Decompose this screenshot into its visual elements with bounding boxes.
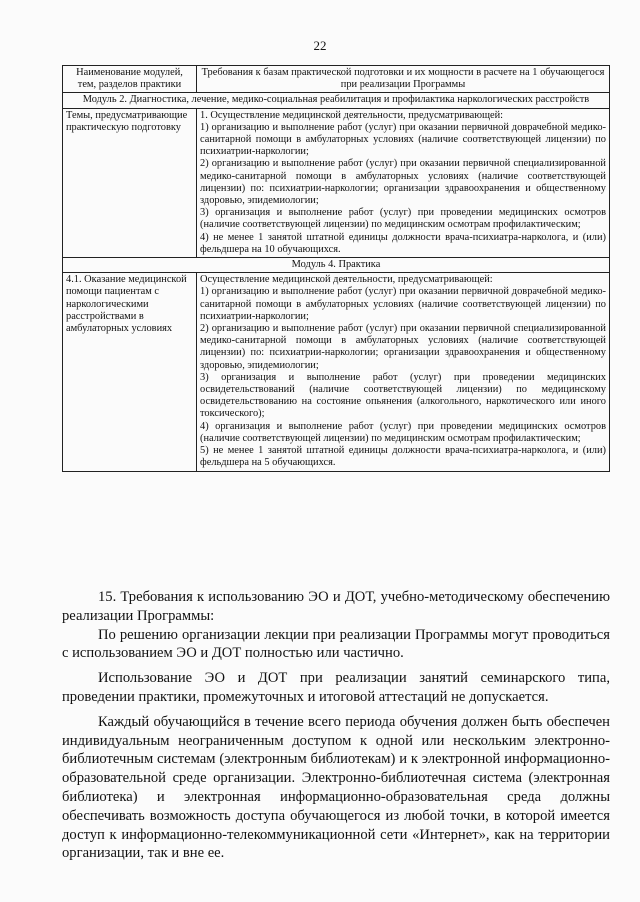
- row-topic-cell: Темы, предусматривающие практическую подготовку: [63, 108, 197, 257]
- row-requirements-cell: [197, 273, 610, 471]
- requirement-line: 4) не менее 1 занятой штатной единицы должности врача-психиатра-нарколога, и (или) фельдшера на 10 обучающихся.: [200, 231, 606, 255]
- requirement-line: 4) организация и выполнение работ (услуг) при проведении медицинских осмотров (наличие соответствующей лицензии) по медицинским осмотрам профилактическим;: [200, 420, 606, 444]
- body-text: [62, 588, 610, 863]
- module-4-title: Модуль 4. Практика: [63, 258, 610, 273]
- requirement-line: 1) организацию и выполнение работ (услуг) при оказании первичной доврачебной медико-санитарной помощи в амбулаторных условиях (наличие соответствующей лицензии) по психиатрии-наркологии;: [200, 286, 606, 322]
- table-header-row: [63, 66, 610, 93]
- practice-requirements-table: [62, 65, 610, 472]
- row-topic-cell: 4.1. Оказание медицинской помощи пациентам с наркологическими расстройствами в амбулаторных условиях: [63, 273, 197, 471]
- module-2-row: [63, 93, 610, 108]
- requirement-line: 3) организация и выполнение работ (услуг) при проведении медицинских осмотров (наличие соответствующей лицензии) по медицинским осмотрам профилактическим;: [200, 207, 606, 231]
- paragraph: Использование ЭО и ДОТ при реализации занятий семинарского типа, проведении практики, промежуточных и итоговой аттестаций не допускается.: [62, 670, 610, 705]
- module-4-row: [63, 258, 610, 273]
- header-requirements-cell: Требования к базам практической подготовки и их мощности в расчете на 1 обучающегося при реализации Программы: [197, 66, 610, 93]
- requirement-line: 1) организацию и выполнение работ (услуг) при оказании первичной доврачебной медико-санитарной помощи в амбулаторных условиях (наличие соответствующей лицензии) по психиатрии-наркологии;: [200, 121, 606, 158]
- paragraph: По решению организации лекции при реализации Программы могут проводиться с использованием ЭО и ДОТ полностью или частично.: [62, 626, 610, 662]
- row-requirements-cell: [197, 108, 610, 257]
- requirement-line: Осуществление медицинской деятельности, предусматривающей:: [200, 274, 493, 286]
- requirement-line: 3) организация и выполнение работ (услуг) при проведении медицинских освидетельствований (наличие соответствующей лицензии) по медицинскому освидетельствованию на состояние опьянения (алкогольного, наркотического или иного токсического);: [200, 371, 606, 420]
- page-number: 22: [313, 38, 327, 53]
- module-2-title: Модуль 2. Диагностика, лечение, медико-социальная реабилитация и профилактика наркологических расстройств: [63, 93, 610, 108]
- table-row: [63, 273, 610, 471]
- table-row: [63, 108, 610, 257]
- requirement-line: 5) не менее 1 занятой штатной единицы должности врача-психиатра-нарколога, и (или) фельдшера на 5 обучающихся.: [200, 445, 606, 469]
- paragraph: Каждый обучающийся в течение всего периода обучения должен быть обеспечен индивидуальным неограниченным доступом к одной или нескольким электронно-библиотечным системам (электронным библиотекам) и к электронной информационно-образовательной среде организации. Электронно-библиотечная система (электронная библиотека) и электронная информационно-образовательная среда должны обеспечивать возможность доступа обучающегося из любой точки, в которой имеется доступ к информационно-телекоммуникационной сети «Интернет», как на территории организации, так и вне ее.: [62, 713, 610, 862]
- section-15-heading: 15. Требования к использованию ЭО и ДОТ, учебно-методическому обеспечению реализации Программы:: [62, 589, 610, 624]
- header-topics-cell: Наименование модулей, тем, разделов практики: [63, 66, 197, 93]
- requirement-line: 1. Осуществление медицинской деятельности, предусматривающей:: [200, 109, 504, 121]
- requirement-line: 2) организацию и выполнение работ (услуг) при оказании первичной специализированной медико-санитарной помощи в амбулаторных условиях (наличие соответствующей лицензии) по: психиатрии-наркологии; организации здравоохранения и общественному здоровью, эпидемиологии;: [200, 323, 606, 371]
- requirement-line: 2) организацию и выполнение работ (услуг) при оказании первичной специализированной медико-санитарной помощи в амбулаторных условиях (наличие соответствующей лицензии) по: психиатрии-наркологии; организации здравоохранения и общественному здоровью, эпидемиологии;: [200, 158, 606, 207]
